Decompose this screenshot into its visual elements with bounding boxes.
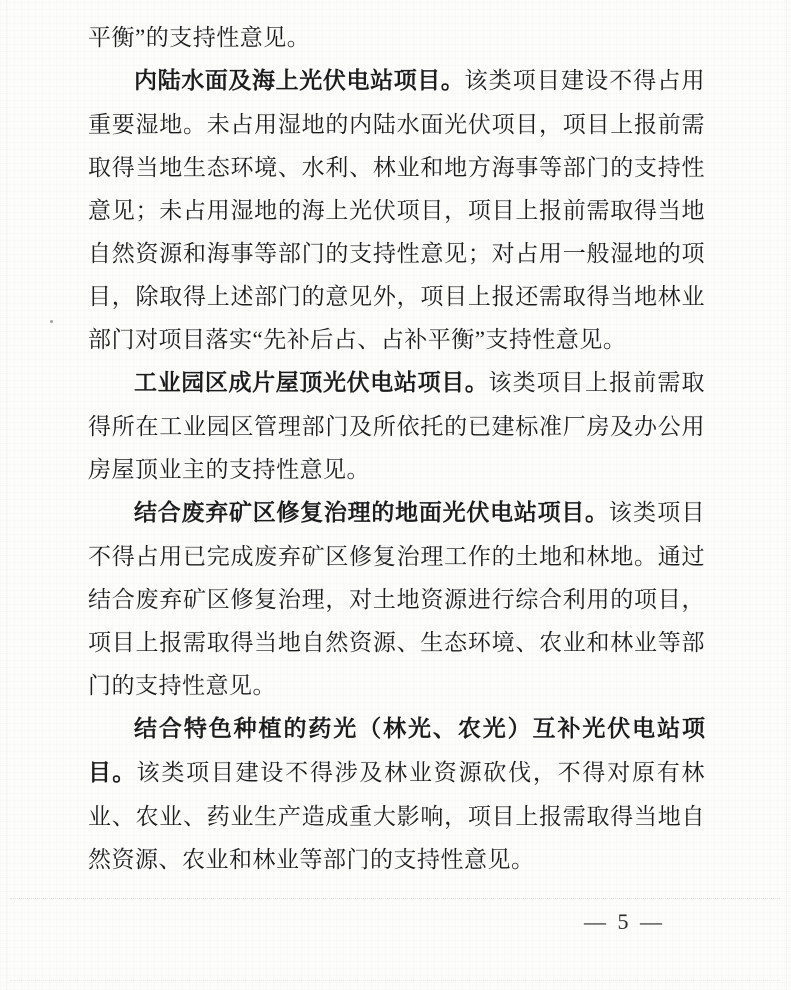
- paragraph-lead-heading: 工业园区成片屋顶光伏电站项目。: [134, 370, 489, 396]
- paragraph-text: 该类项目建设不得涉及林业资源砍伐，不得对原有林业、农业、药业生产造成重大影响，项目上报需取得当地自然资源、农业和林业等部门的支持性意见。: [88, 760, 706, 872]
- paragraph-lead-heading: 内陆水面及海上光伏电站项目。: [134, 68, 465, 94]
- paragraph-text: 该类项目不得占用已完成废弃矿区修复治理工作的土地和林地。通过结合废弃矿区修复治理，对土地资源进行综合利用的项目，项目上报需取得当地自然资源、生态环境、农业和林业等部门的支持性意见。: [88, 500, 706, 698]
- paragraph-special-planting-complementary-pv: [88, 707, 705, 881]
- scan-artifact-dotted-line: [10, 898, 780, 899]
- paragraph-abandoned-mine-ground-pv: [88, 491, 705, 707]
- paragraph-text: 该类项目上报前需取得所在工业园区管理部门及所依托的已建标准厂房及办公用房屋顶业主的支持性意见。: [88, 370, 706, 482]
- paragraph-text: 平衡”的支持性意见。: [88, 25, 311, 50]
- document-body: [88, 16, 705, 881]
- scan-artifact-dotted-line-bottom: [10, 980, 780, 981]
- paragraph-text: 该类项目建设不得占用重要湿地。未占用湿地的内陆水面光伏项目，项目上报前需取得当地生态环境、水利、林业和地方海事等部门的支持性意见；未占用湿地的海上光伏项目，项目上报前需取得当地自然资源和海事等部门的支持性意见；对占用一般湿地的项目，除取得上述部门的意见外，项目上报还需取得当地林业部门对项目落实“先补后占、占补平衡”支持性意见。: [88, 68, 706, 352]
- paragraph-continuation: [88, 16, 705, 59]
- scan-artifact-ink-dot: [50, 320, 53, 323]
- paragraph-inland-water-offshore-pv: [88, 59, 705, 361]
- paragraph-industrial-park-rooftop-pv: [88, 361, 705, 491]
- paragraph-lead-heading: 结合废弃矿区修复治理的地面光伏电站项目。: [134, 500, 609, 526]
- scan-artifact-right-edge: [786, 0, 787, 990]
- page-number: — 5 —: [584, 909, 665, 934]
- paragraph-lead-heading: 结合特色种植的药光（林光、农光）互补光伏电站项目。: [88, 716, 705, 786]
- scan-artifact-left-edge: [6, 0, 7, 990]
